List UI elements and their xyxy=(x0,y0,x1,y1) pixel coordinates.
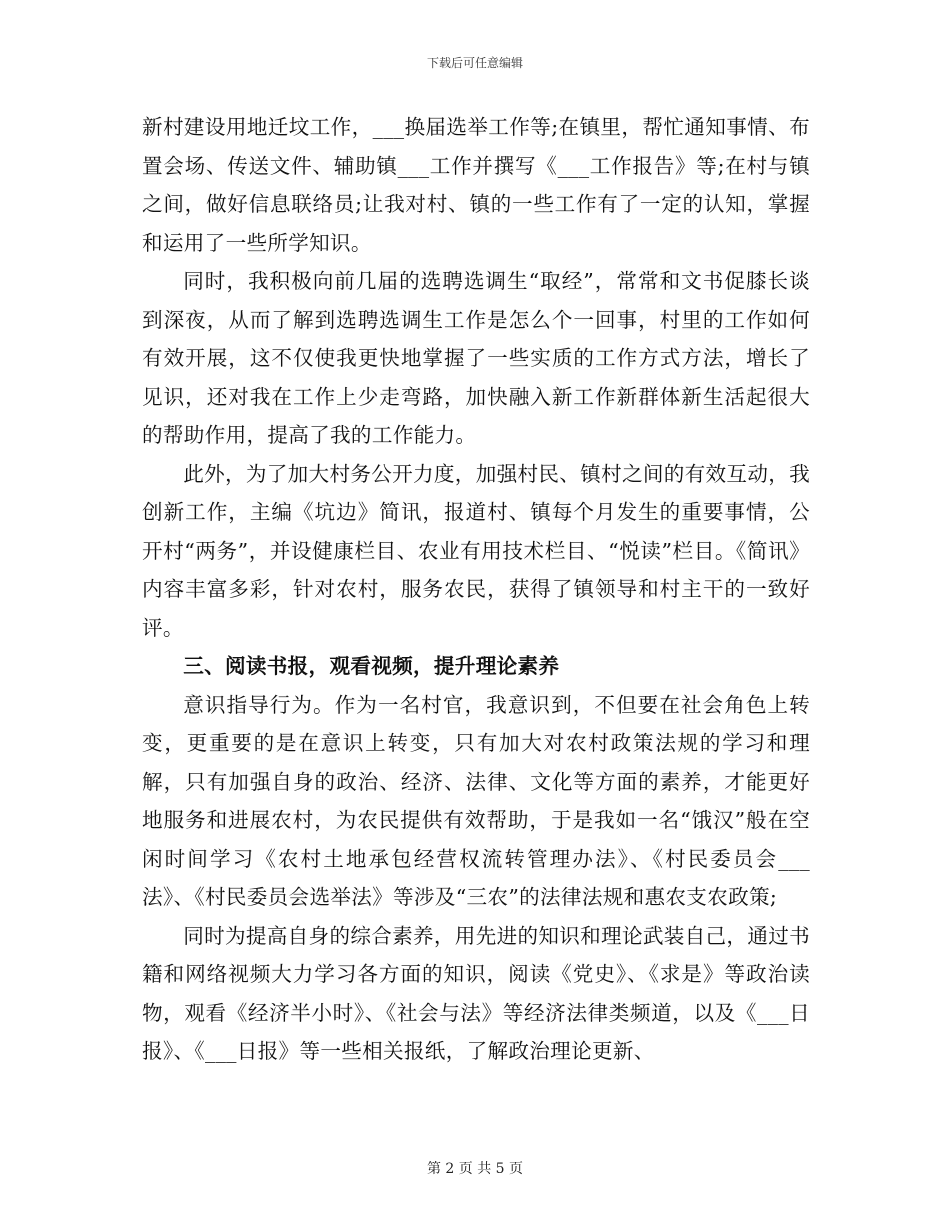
paragraph-continuation: 新村建设用地迁坟工作，___换届选举工作等;在镇里，帮忙通知事情、布置会场、传送文件、辅助镇___工作并撰写《___工作报告》等;在村与镇之间，做好信息联络员;让我对村、镇的一些工作有了一定的认知，掌握和运用了一些所学知识。 xyxy=(142,115,810,255)
page-header: 下载后可任意编辑 xyxy=(426,56,523,70)
paragraph-self-study: 同时为提高自身的综合素养，用先进的知识和理论武装自己，通过书籍和网络视频大力学习各方面的知识，阅读《党史》、《求是》等政治读物，观看《经济半小时》、《社会与法》等经济法律类频道，以及《___日报》、《___日报》等一些相关报纸，了解政治理论更新、 xyxy=(142,923,810,1063)
page-footer: 第 2 页 共 5 页 xyxy=(426,1161,524,1177)
paragraph-exchange-experience: 同时，我积极向前几届的选聘选调生“取经”，常常和文书促膝长谈到深夜，从而了解到选聘选调生工作是怎么个一回事，村里的工作如何有效开展，这不仅使我更快地掌握了一些实质的工作方式方法，增长了见识，还对我在工作上少走弯路，加快融入新工作新群体新生活起很大的帮助作用，提高了我的工作能力。 xyxy=(142,269,810,447)
section-heading: 三、阅读书报，观看视频，提升理论素养 xyxy=(183,654,560,678)
document-body xyxy=(142,108,810,1071)
paragraph-awareness: 意识指导行为。作为一名村官，我意识到，不但要在社会角色上转变，更重要的是在意识上转变，只有加大对农村政策法规的学习和理解，只有加强自身的政治、经济、法律、文化等方面的素养，才能更好地服务和进展农村，为农民提供有效帮助，于是我如一名“饿汉”般在空闲时间学习《农村土地承包经营权流转管理办法》、《村民委员会___法》、《村民委员会选举法》等涉及“三农”的法律法规和惠农支农政策; xyxy=(142,692,810,909)
paragraph-newsletter: 此外，为了加大村务公开力度，加强村民、镇村之间的有效互动，我创新工作，主编《坑边》简讯，报道村、镇每个月发生的重要事情，公开村“两务”，并设健康栏目、农业有用技术栏目、“悦读”栏目。《简讯》内容丰富多彩，针对农村，服务农民，获得了镇领导和村主干的一致好评。 xyxy=(142,461,810,640)
